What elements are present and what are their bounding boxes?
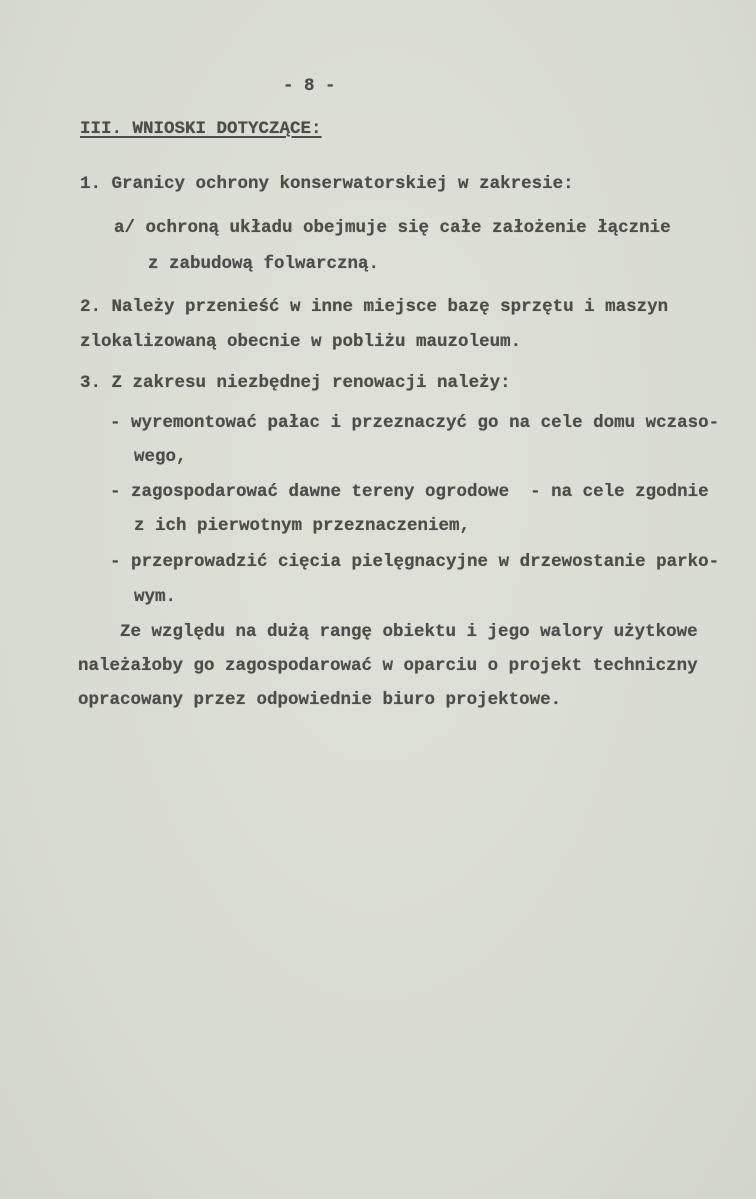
item-3-bullet-2-cont: z ich pierwotnym przeznaczeniem, bbox=[134, 516, 471, 536]
item-2-cont: zlokalizowaną obecnie w pobliżu mauzoleum. bbox=[80, 332, 522, 352]
item-3-bullet-3: - przeprowadzić cięcia pielęgnacyjne w drzewostanie parko- bbox=[110, 552, 720, 572]
closing-paragraph-line-3: opracowany przez odpowiednie biuro projektowe. bbox=[78, 690, 562, 710]
item-1a: a/ ochroną układu obejmuje się całe założenie łącznie bbox=[114, 218, 671, 238]
closing-paragraph-line-2: należałoby go zagospodarować w oparciu o projekt techniczny bbox=[78, 656, 698, 676]
item-1: 1. Granicy ochrony konserwatorskiej w zakresie: bbox=[80, 174, 574, 194]
closing-paragraph-line-1: Ze względu na dużą rangę obiektu i jego walory użytkowe bbox=[120, 622, 698, 642]
item-3-bullet-1-cont: wego, bbox=[134, 447, 187, 467]
item-3: 3. Z zakresu niezbędnej renowacji należy: bbox=[80, 373, 511, 393]
item-2: 2. Należy przenieść w inne miejsce bazę sprzętu i maszyn bbox=[80, 297, 669, 317]
page-number: - 8 - bbox=[283, 76, 336, 96]
item-3-bullet-1: - wyremontować pałac i przeznaczyć go na cele domu wczaso- bbox=[110, 413, 720, 433]
item-1a-cont: z zabudową folwarczną. bbox=[148, 254, 380, 274]
item-3-bullet-3-cont: wym. bbox=[134, 587, 177, 607]
section-heading: III. WNIOSKI DOTYCZĄCE: bbox=[80, 119, 322, 139]
item-3-bullet-2: - zagospodarować dawne tereny ogrodowe - na cele zgodnie bbox=[110, 482, 709, 502]
